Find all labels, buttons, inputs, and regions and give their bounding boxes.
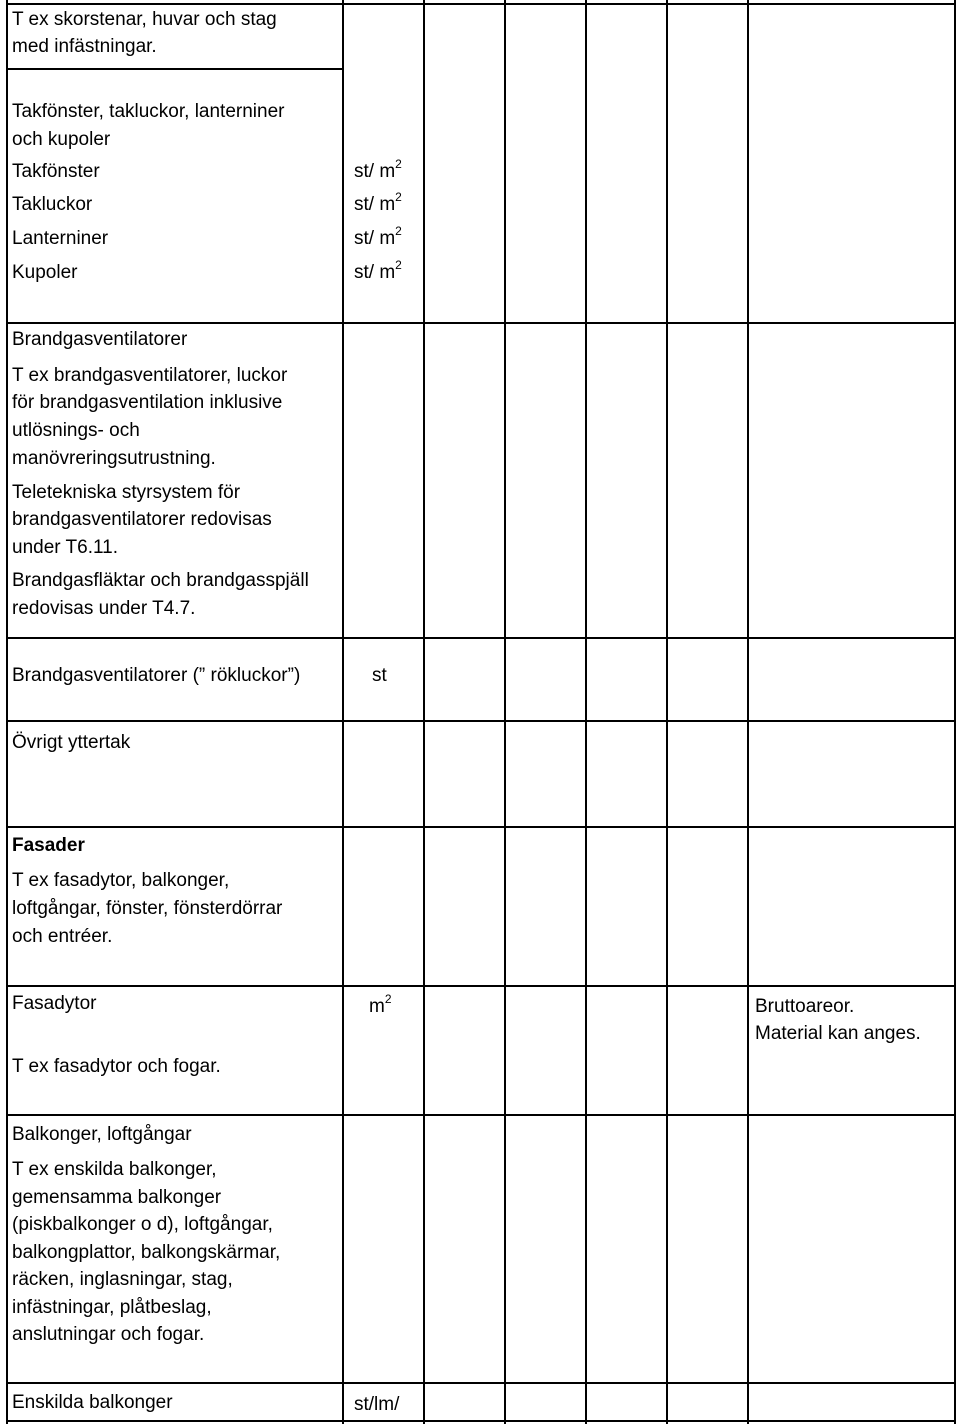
row7-comment-line: Material kan anges.	[755, 1023, 921, 1044]
row3-desc-line: manövreringsutrustning.	[12, 448, 216, 469]
row7-label: Fasadytor	[12, 993, 97, 1014]
row3-desc-line: T ex brandgasventilatorer, luckor	[12, 365, 288, 386]
item-unit-takfonster: st/ $m^2$	[354, 156, 402, 182]
row-border	[6, 3, 956, 5]
col-border-3	[504, 0, 506, 1424]
row6-desc-line: och entréer.	[12, 926, 113, 947]
row8-desc-line: (piskbalkonger o d), loftgångar,	[12, 1214, 273, 1235]
col-border-right	[954, 0, 956, 1424]
item-unit-kupoler: st/ $m^2$	[354, 257, 402, 283]
row8-desc-line: gemensamma balkonger	[12, 1187, 222, 1208]
row8-desc-line: anslutningar och fogar.	[12, 1324, 205, 1345]
row3-desc-line: för brandgasventilation inklusive	[12, 392, 283, 413]
row-border	[6, 985, 956, 987]
row-border	[6, 1114, 956, 1116]
col-border-5	[666, 0, 668, 1424]
row-border	[6, 1382, 956, 1384]
row4-label: Brandgasventilatorer (” rökluckor”)	[12, 665, 301, 686]
row3-note-line: redovisas under T4.7.	[12, 598, 196, 619]
row3-note-line: Brandgasfläktar och brandgasspjäll	[12, 570, 309, 591]
row1-line: T ex skorstenar, huvar och stag	[12, 9, 277, 30]
row3-note-line: brandgasventilatorer redovisas	[12, 509, 272, 530]
row3-note-line: under T6.11.	[12, 537, 118, 558]
row9-label: Enskilda balkonger	[12, 1392, 173, 1413]
col-border-left	[6, 0, 8, 1424]
item-label-lanterniner: Lanterniner	[12, 228, 109, 249]
row7-unit: $m^2$	[369, 991, 392, 1017]
row-border	[6, 720, 956, 722]
row-border	[6, 322, 956, 324]
row7-comment-line: Bruttoareor.	[755, 996, 855, 1017]
row-border	[6, 1420, 956, 1422]
row3-title: Brandgasventilatorer	[12, 329, 188, 350]
row6-desc-line: T ex fasadytor, balkonger,	[12, 870, 230, 891]
row-border	[6, 68, 344, 70]
col-border-2	[423, 0, 425, 1424]
row2-header-line: och kupoler	[12, 129, 111, 150]
row9-unit: st/lm/	[354, 1394, 400, 1415]
row2-header-line: Takfönster, takluckor, lanterniner	[12, 101, 285, 122]
col-border-1	[342, 0, 344, 1424]
row8-desc-line: infästningar, plåtbeslag,	[12, 1297, 212, 1318]
item-unit-takluckor: st/ $m^2$	[354, 189, 402, 215]
item-label-takluckor: Takluckor	[12, 194, 93, 215]
row4-unit: st	[372, 665, 387, 686]
row-border	[6, 637, 956, 639]
row3-desc-line: utlösnings- och	[12, 420, 140, 441]
row1-line: med infästningar.	[12, 36, 157, 57]
row7-desc: T ex fasadytor och fogar.	[12, 1056, 221, 1077]
col-border-4	[585, 0, 587, 1424]
item-unit-lanterniner: st/ $m^2$	[354, 223, 402, 249]
row3-note-line: Teletekniska styrsystem för	[12, 482, 241, 503]
item-label-takfonster: Takfönster	[12, 161, 100, 182]
row6-desc-line: loftgångar, fönster, fönsterdörrar	[12, 898, 283, 919]
row8-desc-line: balkongplattor, balkongskärmar,	[12, 1242, 281, 1263]
col-border-6	[747, 0, 749, 1424]
row-border	[6, 826, 956, 828]
row8-desc-line: räcken, inglasningar, stag,	[12, 1269, 233, 1290]
row8-desc-line: T ex enskilda balkonger,	[12, 1159, 217, 1180]
row5-label: Övrigt yttertak	[12, 732, 131, 753]
row6-title: Fasader	[12, 835, 85, 856]
item-label-kupoler: Kupoler	[12, 262, 78, 283]
row8-title: Balkonger, loftgångar	[12, 1124, 192, 1145]
